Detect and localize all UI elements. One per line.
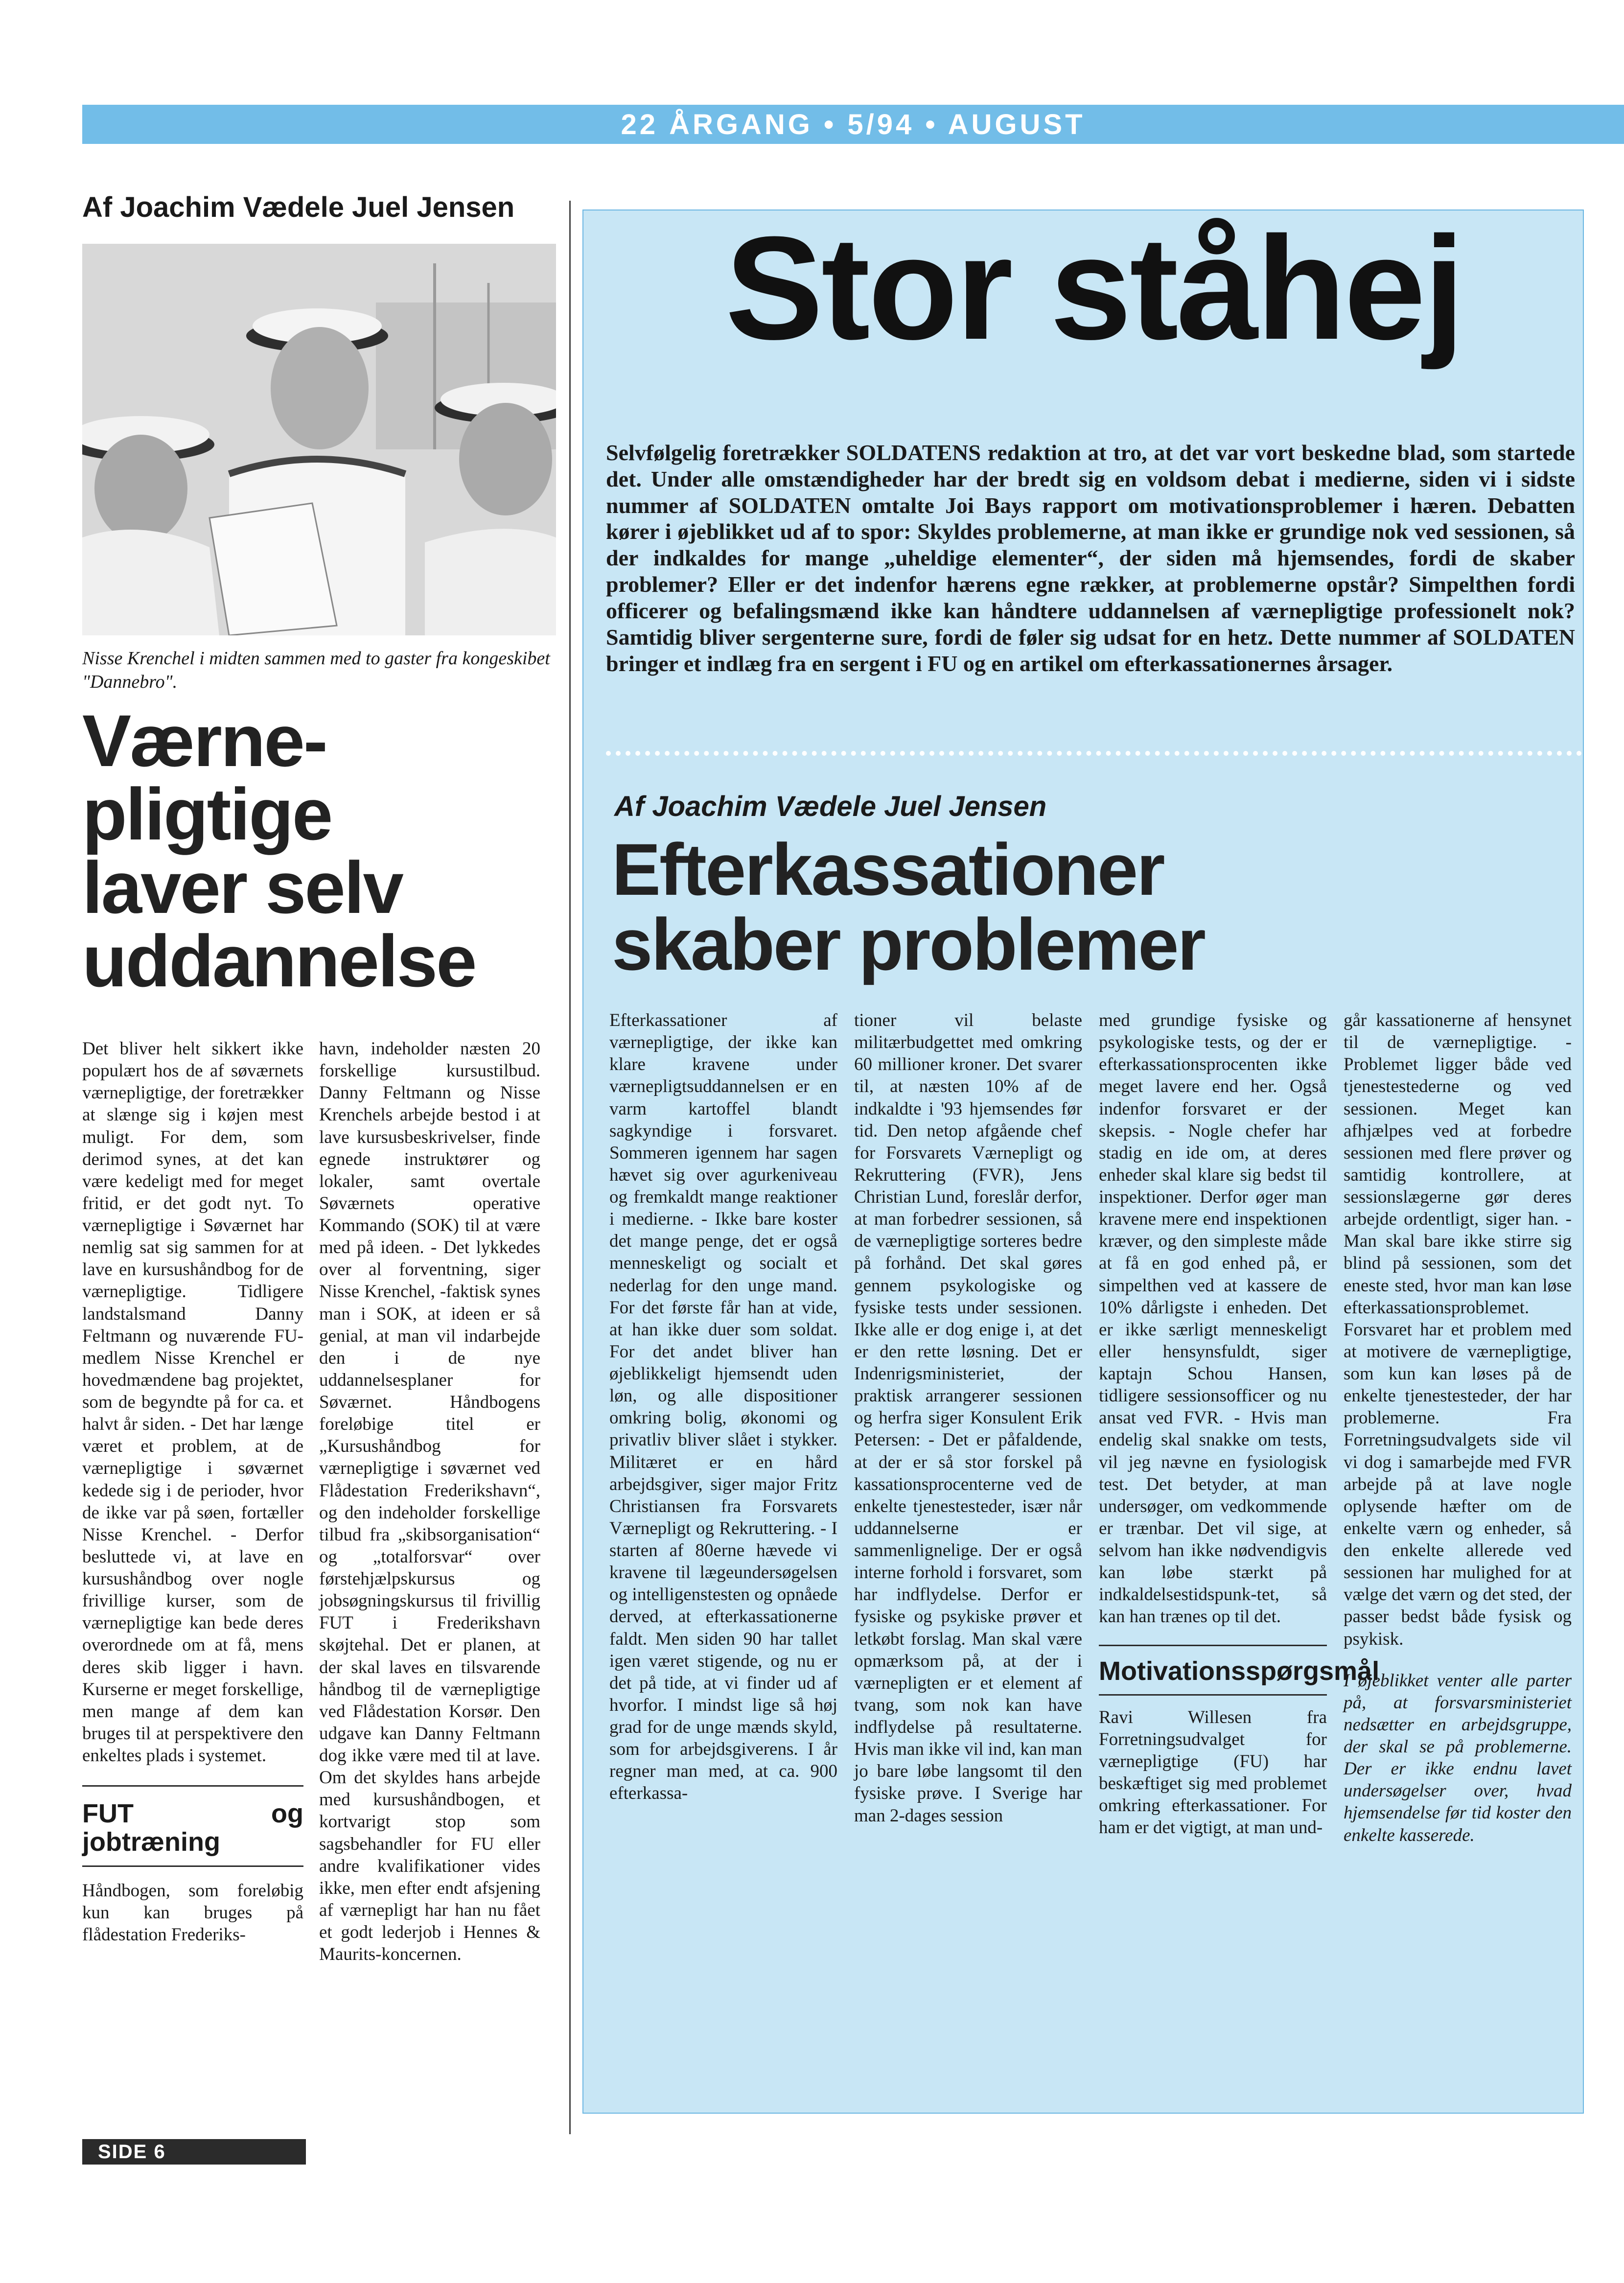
left-headline-line: Værne- (82, 699, 326, 782)
right-column-2 (854, 1009, 1082, 1827)
left-col2-text: havn, indeholder næsten 20 forskellige kursustilbud. Danny Feltmann og Nisse Krenchels arbejde bestod i at lave kursusbeskrivelser, finde egnede instruktører og lokaler, samt overtale Søværnets operative Kommando (SOK) til at være med på ideen. - Det lykkedes over al forventning, siger Nisse Krenchel, -faktisk synes man i SOK, at ideen er så genial, at man vil indarbejde den i de nye uddannelsesplaner for Søværnet. Håndbogens foreløbige titel er „Kursushåndbog for værnepligtige i søværnet ved Flådestation Frederikshavn“, og den indeholder forskellige tilbud fra „skibsorganisation“ og „totalforsvar“ over førstehjælpskursus og jobsøgningskursus til frivillig FUT i Frederikshavn skøjtehal. Det er planen, at der skal laves en tilsvarende håndbog til de værnepligtige ved Flådestation Korsør. Den udgave kan Danny Feltmann dog ikke være med til at lave. Om det skyldes hans arbejde med kursushåndbogen, et kortvarigt stop som sagsbehandler for FU eller andre kvalifikationer vides ikke, men efter endt afsjening af værnepligt har han nu fået et godt lederjob i Hennes & Maurits-koncernen. (319, 1039, 540, 1965)
left-headline-line: uddannelse (82, 920, 476, 1002)
subhead-rule-bottom (82, 1865, 303, 1867)
page-number: SIDE 6 (98, 2141, 166, 2163)
left-byline: Af Joachim Vædele Juel Jensen (82, 191, 515, 223)
photo-caption: Nisse Krenchel i midten sammen med to gaster fra kongeskibet "Dannebro". (82, 648, 550, 692)
photo-sailors-illustration (82, 244, 556, 635)
left-column-2 (319, 1038, 540, 1965)
left-headline-line: pligtige (82, 773, 332, 855)
right-col4-text: går kassationerne af hensynet til de værnepligtige. - Problemet ligger både ved tjenestestederne og ved sessionen. Meget kan afhjælpes ved at forbedre sessionen med flere prøver og samtidig kontrollere, at sessionslægerne gør deres arbejde ordentligt, siger han. - Man skal bare ikke stirre sig blind på sessionen, som det eneste sted, hvor man kan løse efterkassationsproblemet. Forsvaret har et problem med at motivere de værnepligtige, som kun kan løses på de enkelte tjenestesteder, der har problemerne. Fra Forretningsudvalgets side vil vi dog i samarbejde med FVR arbejde på at lave nogle oplysende hæfter om de enkelte værn og enheder, så den enkelte allerede ved sessionen har mulighed for at vælge det værn og det sted, der passer bedst både fysisk og psykisk. (1344, 1010, 1572, 1649)
right-col3-after: Ravi Willesen fra Forretningsudvalget for værnepligtige (FU) har beskæftiget sig med problemet omkring efterkassationer. For ham er det vigtigt, at man und- (1099, 1707, 1327, 1838)
left-headline (82, 699, 572, 1002)
motivation-rule-bottom (1099, 1694, 1327, 1696)
subhead-rule-top (82, 1785, 303, 1787)
right-col2-text: tioner vil belaste militærbudgettet med omkring 60 millioner kroner. Det svarer til, at næsten 10% af de indkaldte i '93 hjemsendes før tid. Den netop afgående chef for Forsvarets Værnepligt og Rekruttering (FVR), Jens Christian Lund, foreslår derfor, at man forbedrer sessionen, så de værnepligtige sorteres bedre på forhånd. Det skal gøres gennem psykologiske og fysiske tests under sessionen. Ikke alle er dog enige i, at det er den rette løsning. Det er Indenrigsministeriet, der praktisk arrangerer sessionen og herfra siger Konsulent Erik Petersen: - Det er påfaldende, at der er så stor forskel på kassationsprocenterne ved de enkelte tjenestesteder, især når uddannelserne er sammenlignelige. Der er også interne forhold i forsvaret, som har indflydelse. Derfor er fysiske og psykiske prøver et letkøbt forslag. Man skal være opmærksom på, at der i værnepligten er et element af tvang, som nok kan have indflydelse på resultaterne. Hvis man ikke vil ind, kan man jo bare løbe langsomt til den fysiske prøve. I Sverige har man 2-dages session (854, 1010, 1082, 1826)
right-col1-text: Efterkassationer af værnepligtige, der ikke kan klare kravene under værnepligtsuddannelsen er en varm kartoffel blandt sagkyndige i forsvaret. Sommeren igennem har sagen hævet sig over agurkeniveau og fremkaldt mange reaktioner i medierne. - Ikke bare koster det mange penge, det er også menneskeligt og socialt et nederlag for den unge mand. For det første får han at vide, at han ikke duer som soldat. For det andet bliver han øjeblikkeligt hjemsendt uden løn, og alle dispositioner omkring bolig, økonomi og privatliv bliver slået i stykker. Militæret er en hård arbejdsgiver, siger major Fritz Christiansen fra Forsvarets Værnepligt og Rekruttering. - I starten af 80erne hævede vi kravene til lægeundersøgelsen og intelligenstesten og opnåede derved, at efterkassationerne faldt. Men siden 90 har tallet igen været stigende, og nu er det på tide, at vi finder ud af hvorfor. I mindst lige så høj grad for de unge mænds skyld, som for arbejdsgiverens. I år regner man med, at ca. 900 efterkassa- (609, 1010, 837, 1804)
right-headline-line: Efterkassationer (612, 828, 1164, 910)
left-headline-line: laver selv (82, 846, 402, 929)
article-photo (82, 244, 556, 635)
right-headline (612, 828, 1571, 985)
right-column-1 (609, 1009, 837, 1805)
left-column-1 (82, 1038, 303, 1946)
column-divider (569, 201, 571, 2134)
left-col1-text: Det bliver helt sikkert ikke populært hos de af søværnets værnepligtige, der foretrækker at slænge sig i køjen mest muligt. For dem, som derimod synes, at det kan være kedeligt med for meget fritid, er det godt nyt. To værnepligtige i Søværnet har nemlig sat sig sammen for at lave en kursushåndbog for de værnepligtige. Tidligere landstalsmand Danny Feltmann og nuværende FU-medlem Nisse Krenchel er hovedmændene bag projektet, som de begyndte på for ca. et halvt år siden. - Det har længe været et problem, at de værnepligtige i søværnet kedede sig i de perioder, hvor de ikke var på søen, fortæller Nisse Krenchel. - Derfor besluttede vi, at lave en kursushåndbog over nogle frivillige kurser, som de værnepligtige kan bede deres overordnede om at få, mens deres skib ligger i havn. Kurserne er meget forskellige, men mange af dem kan bruges til at perspektivere den enkeltes plads i systemet. (82, 1039, 303, 1766)
feature-intro: Selvfølgelig foretrækker SOLDATENS redaktion at tro, at det var vort beskedne blad, som startede det. Under alle omstændigheder har der bredt sig en voldsom debat i medierne, siden vi i sidste nummer af SOLDATEN omtalte Joi Bays rapport om motivationsproblemer i hæren. Debatten kører i øjeblikket ud af to spor: Skyldes problemerne, at man ikke er grundige nok ved sessionen, så der indkaldes for mange „uheldige elementer“, der siden må hjemsendes, fordi de skaber problemer? Eller er det indenfor hærens egne rækker, at problemerne opstår? Simpelthen fordi officerer og befalingsmænd ikke kan håndtere uddannelsen af værnepligtige professionelt nok? Samtidig bliver sergenterne sure, fordi de føler sig udsat for en hetz. Dette nummer af SOLDATEN bringer et indlæg fra en sergent i FU og en artikel om efterkassationernes årsager. (606, 440, 1575, 676)
left-subhead: FUT og jobtræning (82, 1799, 303, 1857)
issue-header-text: 22 ÅRGANG • 5/94 • AUGUST (621, 108, 1086, 140)
right-col3-text: med grundige fysiske og psykologiske tests, og der er efterkassationsprocenten ikke meget lavere end her. Også indenfor forsvaret er der skepsis. - Nogle chefer har stadig en ide om, at deres enheder skal klare sig bedst til inspektioner. Derfor øger man kravene mere end inspektionen kræver, og den simpleste måde at få en god enhed på, er simpelthen ved at kassere de 10% dårligste i enheden. Det er ikke særligt menneskeligt eller hensynsfuldt, siger kaptajn Schou Hansen, tidligere sessionsofficer og nu ansat ved FVR. - Hvis man endelig skal snakke om tests, vil jeg nævne en fysiologisk test. Det betyder, at man undersøger, om vedkommende er trænbar. Det vil sige, at selvom han ikke nødvendigvis kan løbe stærkt på indkaldelsestidspunk-tet, så kan han trænes op til det. (1099, 1010, 1327, 1627)
left-col1-after: Håndbogen, som foreløbig kun kan bruges på flådestation Frederiks- (82, 1880, 303, 1945)
feature-title: Stor ståhej (725, 206, 1463, 370)
dotted-separator (606, 751, 1582, 756)
motivation-rule-top (1099, 1645, 1327, 1646)
right-column-4 (1344, 1009, 1572, 1846)
page-number-bar (82, 2139, 306, 2165)
right-headline-line: skaber problemer (612, 903, 1205, 985)
issue-header-band (82, 105, 1624, 144)
right-byline: Af Joachim Vædele Juel Jensen (614, 791, 1047, 822)
right-column-3 (1099, 1009, 1380, 1839)
motivation-subhead: Motivationsspørgsmål (1099, 1656, 1380, 1686)
right-col4-italic: I øjeblikket venter alle parter på, at forsvarsministeriet nedsætter en arbejdsgruppe, der skal se på problemerne. Der er ikke endnu lavet undersøgelser over, hvad hjemsendelse før tid koster den enkelte kasserede. (1344, 1670, 1572, 1845)
